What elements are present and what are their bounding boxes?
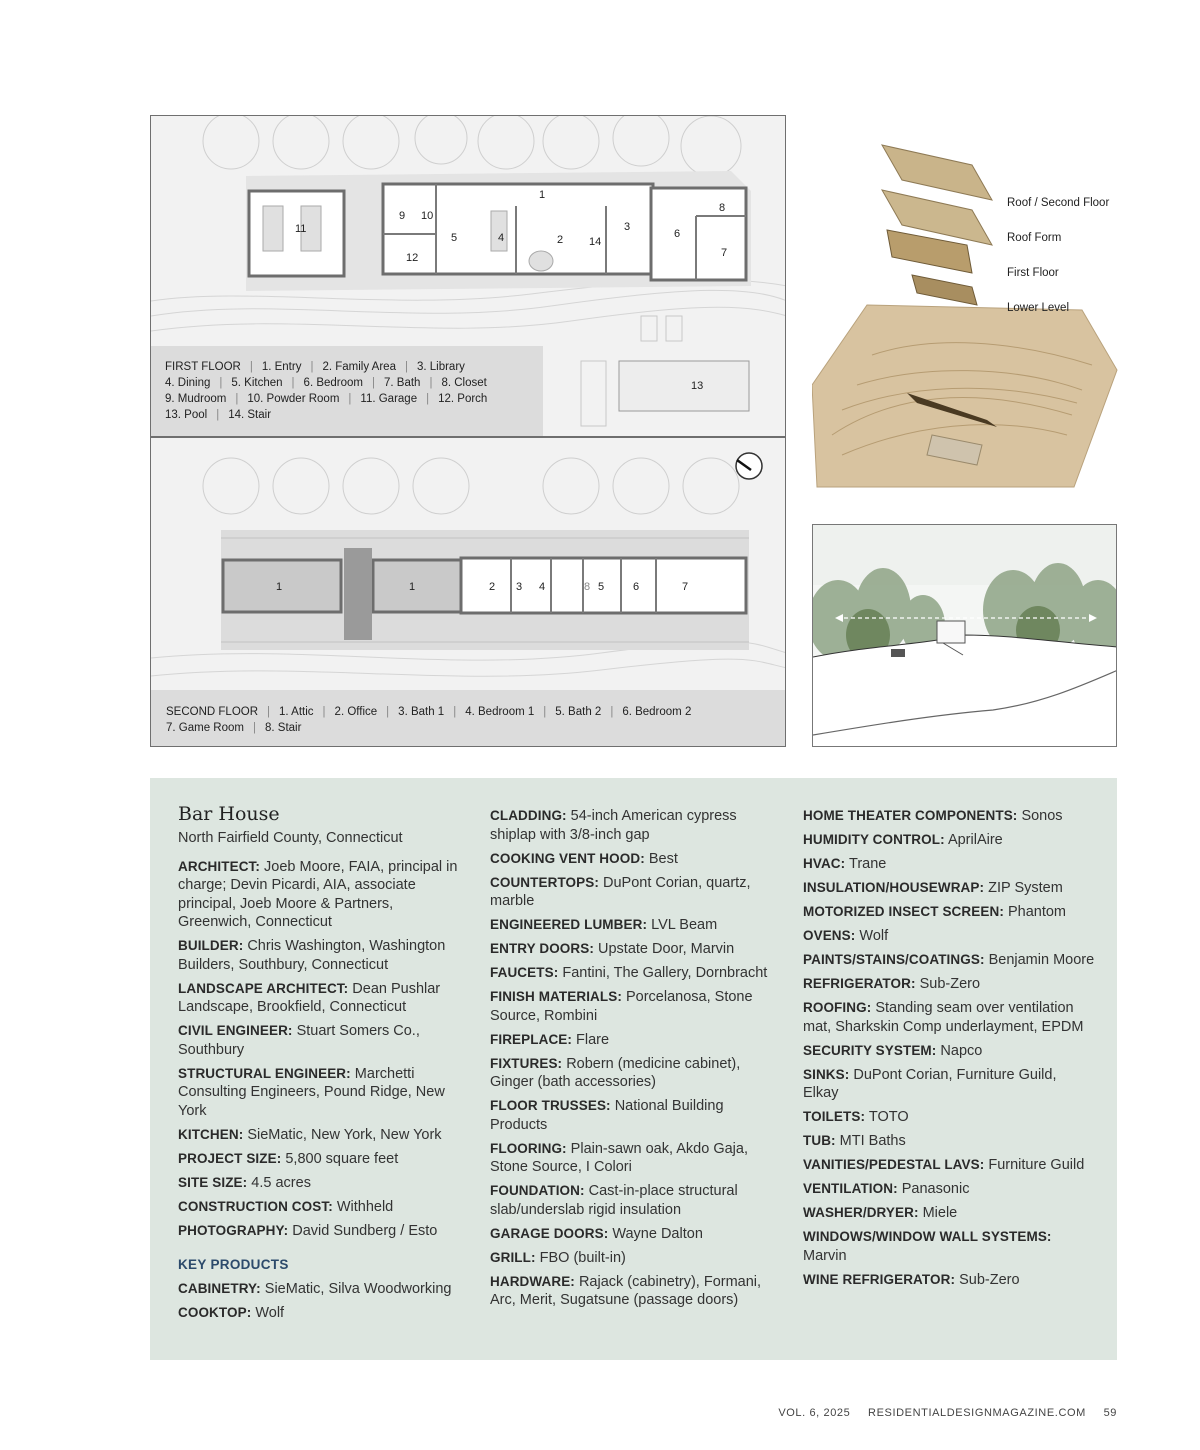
spec-label: HOME THEATER COMPONENTS: [803,808,1018,823]
spec-label: STRUCTURAL ENGINEER: [178,1065,351,1081]
spec-value: LVL Beam [651,917,718,933]
spec-label: LANDSCAPE ARCHITECT: [178,980,349,996]
spec-label: VANITIES/PEDESTAL LAVS: [803,1157,985,1172]
spec-value: Cast-in-place structural slab/underslab rigid insulation [490,1183,738,1218]
spec-item [490,940,782,959]
credits-column-2 [490,807,782,1315]
legend-item: 2. Office [334,706,378,718]
spec-value: Standing seam over ventilation mat, Sharkskin Comp underlayment, EPDM [803,1000,1084,1035]
spec-item [490,874,782,911]
room-number: 2 [489,581,496,593]
spec-label: PROJECT SIZE: [178,1150,282,1166]
spec-item [490,916,782,935]
spec-label: ENGINEERED LUMBER: [490,917,648,932]
spec-item [490,964,782,983]
spec-item [490,1055,782,1092]
room-number: 11 [295,223,307,235]
spec-value: Sub-Zero [959,1271,1020,1288]
key-products-heading: KEY PRODUCTS [178,1257,289,1272]
products-list [178,1280,470,1323]
room-number: 3 [624,221,631,233]
room-number: 8 [719,202,726,214]
spec-label: WASHER/DRYER: [803,1205,919,1220]
spec-label: HVAC: [803,856,846,871]
spec-label: REFRIGERATOR: [803,976,916,991]
spec-value: Porcelanosa, Stone Source, Rombini [490,989,753,1024]
spec-label: TUB: [803,1133,836,1148]
legend-line: 4. Dining | 5. Kitchen | 6. Bedroom | 7. Bath | 8. Closet [165,377,487,389]
spec-label: MOTORIZED INSECT SCREEN: [803,904,1004,919]
spec-item [178,1126,470,1145]
room-number: 3 [516,581,523,593]
project-title: Bar House [178,803,280,825]
spec-value: Wayne Dalton [612,1225,703,1242]
spec-label: GRILL: [490,1249,536,1265]
spec-value: Panasonic [901,1181,970,1197]
section-drawing [813,525,1117,747]
spec-value: Flare [576,1031,610,1048]
room-number: 8 [584,581,591,593]
spec-value: 5,800 square feet [285,1150,399,1167]
room-number: 1 [276,581,283,593]
spec-label: HARDWARE: [490,1273,575,1289]
products-list [490,807,782,1310]
legend-line: SECOND FLOOR | 1. Attic | 2. Office | 3. Bath 1 | 4. Bedroom 1 | 5. Bath 2 | 6. Bedroom 2 [166,706,692,718]
legend-item: 7. Bath [384,377,421,389]
spec-value: Plain-sawn oak, Akdo Gaja, Stone Source, I Colori [490,1140,748,1175]
legend-item: 7. Game Room [166,722,244,734]
spec-label: INSULATION/HOUSEWRAP: [803,880,985,895]
spec-value: Marchetti Consulting Engineers, Pound Ridge, New York [178,1065,445,1119]
spec-value: Trane [849,856,887,872]
credits-column-1 [178,802,470,1328]
spec-label: FINISH MATERIALS: [490,989,622,1004]
spec-value: DuPont Corian, quartz, marble [490,874,751,909]
legend-item: 8. Stair [264,722,302,734]
spec-value: TOTO [868,1109,909,1125]
spec-label: VENTILATION: [803,1181,898,1196]
legend-item: 1. Attic [279,706,314,718]
legend-item: 10. Powder Room [247,393,340,405]
spec-item [803,1108,1095,1127]
spec-label: SINKS: [803,1066,850,1082]
spec-value: Fantini, The Gallery, Dornbracht [562,965,768,981]
spec-label: CLADDING: [490,808,567,823]
legend-item: 5. Kitchen [231,377,283,389]
room-number: 7 [721,247,728,259]
room-number: 6 [674,228,681,240]
spec-label: FAUCETS: [490,965,559,980]
spec-item [490,1140,782,1177]
spec-label: PAINTS/STAINS/COATINGS: [803,952,985,967]
spec-item [803,807,1095,826]
room-number: 4 [539,581,546,593]
spec-item [803,1132,1095,1151]
spec-label: KITCHEN: [178,1126,244,1142]
spec-item [490,850,782,869]
room-number: 12 [406,252,419,264]
spec-value: Withheld [336,1198,394,1215]
spec-label: HUMIDITY CONTROL: [803,832,945,847]
spec-label: FLOOR TRUSSES: [490,1098,611,1113]
legend-item: 13. Pool [165,409,208,421]
spec-item [178,1222,470,1241]
room-number: 1 [539,189,546,201]
spec-value: Robern (medicine cabinet), Ginger (bath accessories) [490,1055,741,1090]
spec-item [803,975,1095,994]
legend-line: FIRST FLOOR | 1. Entry | 2. Family Area | 3. Library [165,361,465,373]
second-floor-legend [151,690,786,747]
legend-item: 14. Stair [228,409,272,421]
spec-value: Wolf [859,928,889,944]
spec-label: ROOFING: [803,1000,872,1015]
spec-item [803,1042,1095,1061]
legend-item: 3. Library [416,361,465,373]
spec-item [178,1065,470,1121]
project-credits-box [150,778,1117,1360]
exploded-axonometric [812,135,1122,490]
spec-value: Sub-Zero [919,976,981,992]
spec-label: OVENS: [803,928,856,943]
spec-value: Best [648,850,678,867]
room-number: 1 [409,581,416,593]
spec-item [803,1180,1095,1199]
spec-value: SieMatic, New York, New York [247,1126,442,1143]
legend-line: 9. Mudroom | 10. Powder Room | 11. Garage | 12. Porch [165,393,488,405]
spec-label: SECURITY SYSTEM: [803,1042,937,1058]
legend-item: 3. Bath 1 [398,706,445,718]
spec-label: WINE REFRIGERATOR: [803,1271,956,1287]
legend-item: 1. Entry [261,361,302,373]
room-number: 7 [682,581,689,593]
spec-item [490,807,782,844]
spec-value: Wolf [255,1304,285,1321]
site-url: RESIDENTIALDESIGNMAGAZINE.COM [868,1407,1086,1419]
spec-item [803,855,1095,874]
legend-item: 9. Mudroom [165,393,227,405]
spec-value: Napco [940,1042,983,1059]
spec-value: Stuart Somers Co., Southbury [178,1023,420,1058]
spec-label: COOKING VENT HOOD: [490,850,645,866]
spec-item [803,927,1095,946]
axo-label: First Floor [1007,267,1059,279]
spec-item [178,1022,470,1059]
spec-label: BUILDER: [178,938,244,953]
volume-label: VOL. 6, 2025 [778,1407,851,1419]
spec-item [490,1031,782,1050]
spec-item [178,1280,470,1299]
room-number: 4 [498,232,505,244]
project-location: North Fairfield County, Connecticut [178,830,403,846]
spec-item [178,937,470,974]
spec-label: FIREPLACE: [490,1031,572,1047]
spec-label: COUNTERTOPS: [490,874,599,890]
spec-item [490,1273,782,1310]
spec-item [803,903,1095,922]
legend-line: 7. Game Room | 8. Stair [166,722,302,734]
spec-item [803,879,1095,898]
spec-value: SieMatic, Silva Woodworking [264,1280,452,1297]
legend-item: 5. Bath 2 [555,706,602,718]
axo-label: Lower Level [1007,302,1070,314]
room-number: 10 [421,210,434,222]
spec-value: Dean Pushlar Landscape, Brookfield, Connecticut [178,980,441,1015]
spec-item [490,1225,782,1244]
spec-item [490,1097,782,1134]
spec-label: COOKTOP: [178,1304,252,1320]
room-number: 5 [451,232,458,244]
spec-label: PHOTOGRAPHY: [178,1222,289,1238]
spec-label: SITE SIZE: [178,1174,248,1190]
spec-item [178,858,470,932]
spec-item [803,951,1095,970]
spec-label: CONSTRUCTION COST: [178,1198,333,1214]
spec-item [178,1198,470,1217]
products-list [803,807,1095,1289]
spec-value: Upstate Door, Marvin [598,941,735,957]
legend-title: FIRST FLOOR [165,361,241,373]
spec-label: ENTRY DOORS: [490,941,594,956]
first-floor-plan [150,115,786,437]
spec-item [803,1066,1095,1103]
legend-title: SECOND FLOOR [166,706,259,718]
spec-label: TOILETS: [803,1109,866,1124]
spec-item [178,1304,470,1323]
spec-item [803,1228,1095,1265]
spec-value: ZIP System [988,880,1063,896]
legend-item: 12. Porch [438,393,488,405]
page-number: 59 [1103,1407,1117,1419]
room-number: 9 [399,210,406,222]
legend-item: 11. Garage [360,393,418,405]
spec-label: GARAGE DOORS: [490,1225,609,1241]
spec-item [803,831,1095,850]
spec-value: AprilAire [947,832,1003,848]
second-floor-plan [150,437,786,747]
spec-item [490,1182,782,1219]
spec-item [803,1204,1095,1223]
room-number: 2 [557,234,564,246]
spec-value: Rajack (cabinetry), Formani, Arc, Merit, Sugatsune (passage doors) [490,1273,762,1308]
spec-value: National Building Products [490,1098,724,1133]
spec-value: Marvin [803,1247,847,1264]
credits-list [178,858,470,1241]
legend-line: 13. Pool | 14. Stair [165,409,272,421]
spec-value: Furniture Guild [988,1157,1085,1173]
spec-value: 4.5 acres [251,1174,311,1191]
credits-column-3 [803,807,1095,1295]
axo-label: Roof Form [1007,232,1062,244]
axo-label: Roof / Second Floor [1007,197,1110,209]
spec-label: ARCHITECT: [178,858,260,874]
spec-label: FIXTURES: [490,1055,563,1071]
legend-item: 6. Bedroom 2 [622,706,692,718]
spec-label: CIVIL ENGINEER: [178,1023,293,1038]
spec-value: Chris Washington, Washington Builders, Southbury, Connecticut [178,938,446,973]
spec-label: CABINETRY: [178,1280,261,1296]
spec-value: Sonos [1021,808,1063,824]
spec-label: FOUNDATION: [490,1183,585,1198]
spec-label: WINDOWS/WINDOW WALL SYSTEMS: [803,1229,1052,1244]
legend-item: 8. Closet [441,377,487,389]
room-number: 6 [633,581,640,593]
spec-value: Joeb Moore, FAIA, principal in charge; Devin Picardi, AIA, associate principal, Joeb Moore & Partners, Greenwich, Connecticut [178,858,458,930]
spec-item [490,1249,782,1268]
spec-item [178,980,470,1017]
spec-value: Miele [922,1205,958,1221]
spec-item [178,1150,470,1169]
spec-value: 54-inch American cypress shiplap with 3/8-inch gap [490,808,737,843]
legend-item: 2. Family Area [322,361,396,373]
spec-value: Phantom [1007,904,1066,920]
legend-item: 4. Bedroom 1 [465,706,535,718]
north-arrow-icon [736,453,762,479]
spec-item [803,999,1095,1036]
page-footer [764,1407,1117,1419]
site-section-rendering [812,524,1117,747]
legend-item: 4. Dining [165,377,211,389]
spec-item [803,1156,1095,1175]
spec-item [490,988,782,1025]
spec-value: Benjamin Moore [988,952,1095,968]
room-number: 5 [598,581,605,593]
spec-value: FBO (built-in) [539,1249,626,1266]
spec-item [803,1271,1095,1290]
spec-item [178,1174,470,1193]
spec-value: MTI Baths [839,1133,906,1149]
room-number: 14 [589,236,602,248]
spec-label: FLOORING: [490,1140,567,1156]
room-number: 13 [691,380,704,392]
spec-value: DuPont Corian, Furniture Guild, Elkay [803,1066,1057,1101]
spec-value: David Sundberg / Esto [292,1222,438,1239]
first-floor-legend [151,346,543,437]
legend-item: 6. Bedroom [303,377,363,389]
